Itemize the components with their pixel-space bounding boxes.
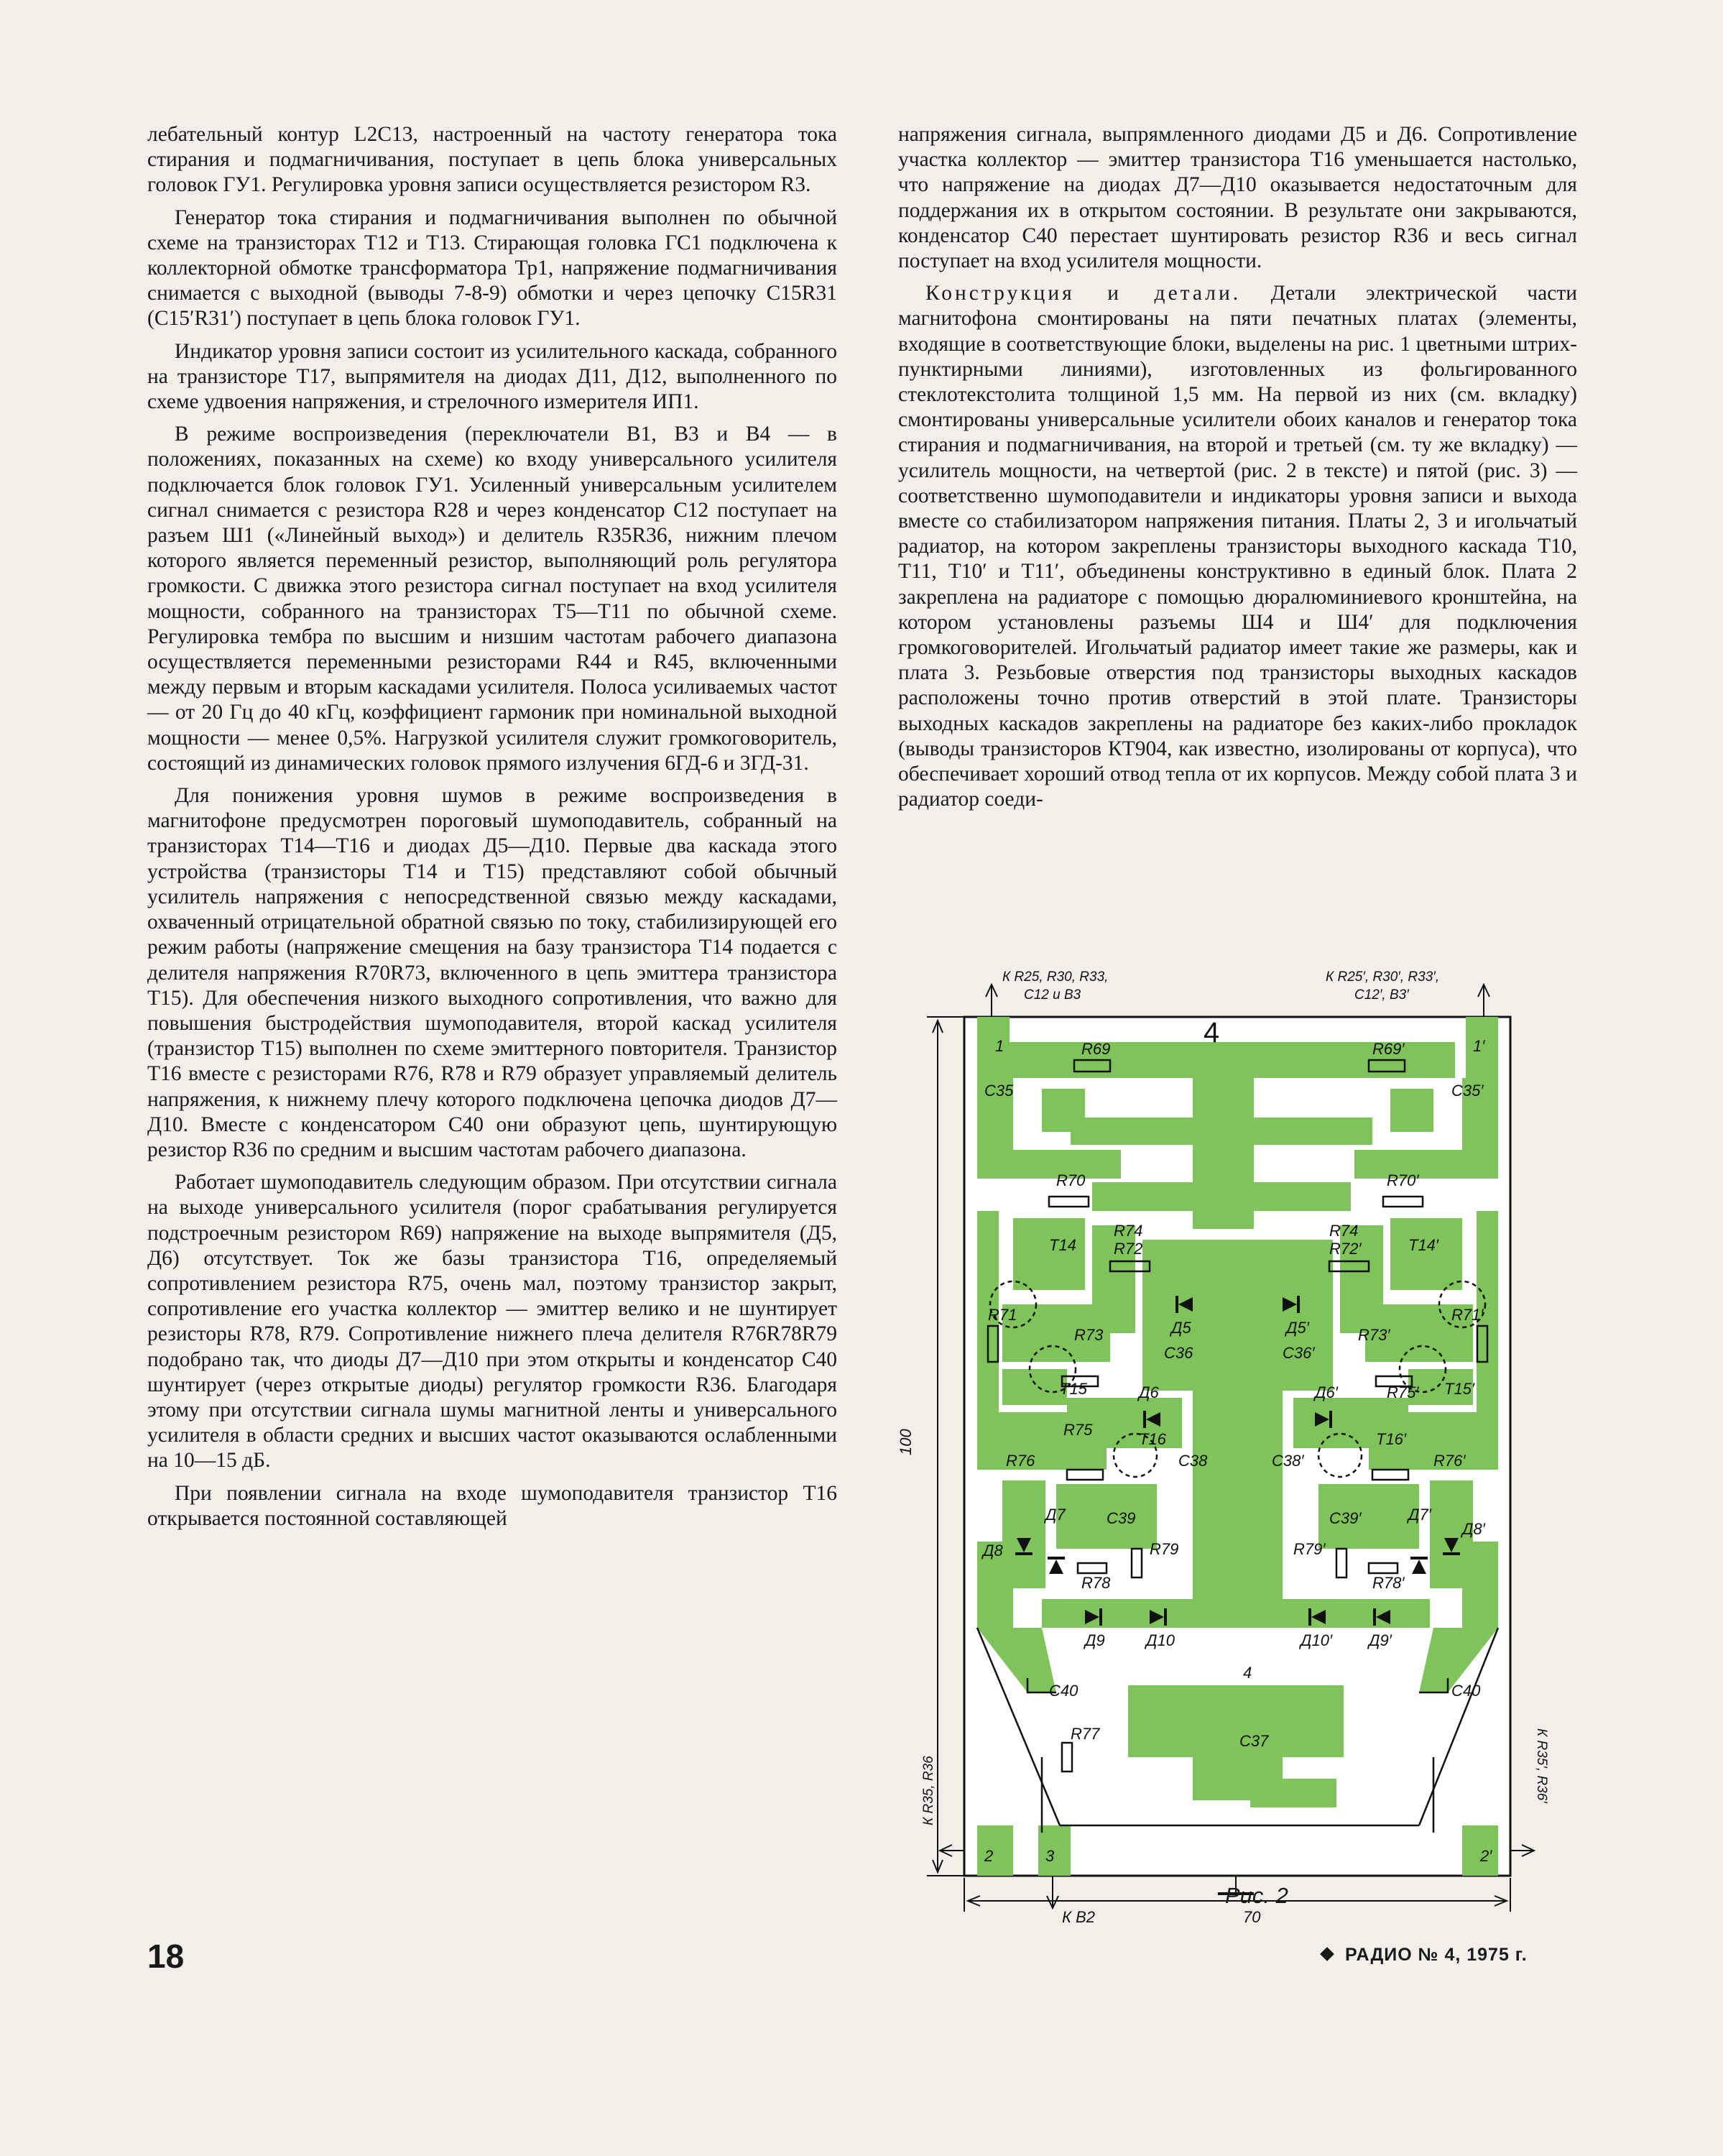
paragraph: При появлении сигнала на входе шумоподавителя транзистор Т16 открывается постоянной составляющей (147, 1481, 837, 1530)
pin-label: 4 (1243, 1664, 1252, 1682)
part-label: R73 (1074, 1326, 1104, 1344)
part-label: С36′ (1283, 1344, 1315, 1362)
part-label: Д8 (983, 1542, 1003, 1560)
right-text-column (898, 122, 1577, 819)
part-label: Т14′ (1408, 1236, 1439, 1254)
part-label: Т16′ (1376, 1430, 1407, 1448)
wire-label: К R25, R30, R33, (1002, 969, 1109, 985)
part-label: R78 (1081, 1574, 1111, 1592)
part-label: С39 (1107, 1509, 1136, 1527)
part-label: Т15 (1060, 1380, 1087, 1398)
part-label: Д10′ (1301, 1631, 1333, 1649)
wire-label: К R25′, R30′, R33′, (1326, 969, 1440, 985)
part-label: Д7′ (1408, 1506, 1431, 1524)
part-label: Д6 (1139, 1383, 1159, 1401)
pin-label: 1′ (1473, 1037, 1485, 1055)
wire-label: С12 и В3 (1024, 987, 1081, 1003)
wire-label: К R35′, R36′ (1534, 1728, 1549, 1803)
part-label: С36 (1164, 1344, 1193, 1362)
figure-caption: Рис. 2 (1225, 1883, 1288, 1908)
paragraph: Индикатор уровня записи состоит из усилительного каскада, собранного на транзисторе Т17, выпрямителя на диодах Д11, Д12, выполненного по схеме удвоения напряжения, и стрелочного измерителя ИП1. (147, 339, 837, 414)
part-label: R77 (1071, 1725, 1100, 1743)
page-number: 18 (147, 1938, 185, 1975)
paragraph: Генератор тока стирания и подмагничивания выполнен по обычной схеме на транзисторах Т12 и Т13. Стирающая головка ГС1 подключена к коллекторной обмотке трансформатора Тр1, напряжение подмагничивания снимается с выходной (выводы 7-8-9) обмотки и через цепочку C15R31 (C15′R31′) поступает в цепь блока головок ГУ1. (147, 206, 837, 331)
part-label: С37 (1239, 1732, 1269, 1750)
left-text-column (147, 122, 837, 1539)
dimension-label: 70 (1243, 1908, 1261, 1926)
part-label: Т16 (1139, 1430, 1166, 1448)
paragraph: В режиме воспроизведения (переключатели В1, В3 и В4 — в положениях, показанных на схеме) ко входу универсального усилителя подключается блок головок ГУ1. Усиленный универсальным усилителем сигнал снимается с резистора R28 и через конденсатор С12 поступает на разъем Ш1 («Линейный выход») и делитель R35R36, нижним плечом которого является переменный резистор, выполняющий роль регулятора громкости. С движка этого резистора сигнал поступает на вход усилителя мощности, собранного на транзисторах Т5—Т11 по обычной схеме. Регулировка тембра по высшим и низшим частотам рабочего диапазона осуществляется переменными резисторами R44 и R45, включенными между первым и вторым каскадами усилителя. Полоса усиливаемых частот — от 20 Гц до 40 кГц, коэффициент гармоник при номинальной выходной мощности — менее 0,5%. Нагрузкой усилителя служит громкоговоритель, состоящий из динамических головок прямого излучения 6ГД-6 и 3ГД-31. (147, 423, 837, 775)
pin-label: 2 (984, 1847, 994, 1865)
part-label: Д9′ (1369, 1631, 1392, 1649)
part-label: R72′ (1329, 1240, 1362, 1258)
part-label: R76′ (1433, 1452, 1466, 1470)
part-label: Д5 (1171, 1319, 1191, 1337)
board-number: 4 (1204, 1017, 1220, 1049)
pin-label: 1 (995, 1037, 1004, 1055)
page-footer (1322, 1945, 1528, 1966)
part-label: Д6′ (1315, 1383, 1338, 1401)
part-label: Д10 (1146, 1631, 1175, 1649)
pin-label: 2′ (1480, 1847, 1492, 1865)
part-label: Т14 (1049, 1236, 1076, 1254)
part-label: С35′ (1451, 1082, 1484, 1100)
pin-label: 3 (1045, 1847, 1055, 1865)
part-label: С40 (1049, 1682, 1078, 1700)
footer-text: РАДИО № 4, 1975 г. (1345, 1945, 1528, 1965)
part-label: С35 (984, 1082, 1014, 1100)
part-label: R76 (1006, 1452, 1035, 1470)
part-label: R71 (988, 1306, 1017, 1324)
part-label: R79 (1150, 1540, 1179, 1558)
section-heading: Конструкция и детали. (925, 282, 1242, 305)
wire-label: С12′, В3′ (1354, 987, 1409, 1003)
part-label: R75 (1063, 1421, 1093, 1439)
part-label: R69 (1081, 1040, 1111, 1058)
part-label: R74 (1329, 1222, 1359, 1240)
paragraph-body: Детали электрической части магнитофона смонтированы на пяти печатных платах (элементы, входящие в соответствующие блоки, выделены на рис. 1 цветными штрих-пунктирными линиями), изготовленных из фольгированного стеклотекстолита толщиной 1,5 мм. На первой из них (см. вкладку) смонтированы универсальные усилители обоих каналов и генератор тока стирания и подмагничивания, на второй и третьей (см. ту же вкладку) — усилитель мощности, на четвертой (рис. 2 в тексте) и пятой (рис. 3) — соответственно шумоподавители и индикаторы уровня записи и выхода вместе со стабилизатором напряжения питания. Платы 2, 3 и игольчатый радиатор, на котором закреплены транзисторы выходного каскада Т10, Т11, Т10′ и Т11′, объединены конструктивно в единый блок. Плата 2 закреплена на радиаторе с помощью дюралюминиевого кронштейна, на котором установлены разъемы Ш4 и Ш4′ для подключения громкоговорителей. Игольчатый радиатор имеет такие же размеры, как и плата 3. Резьбовые отверстия под транзисторы выходных каскадов расположены точно против отверстий в этой плате. Транзисторы выходных каскадов закреплены на радиаторе без каких-либо прокладок (выводы транзисторов КТ904, как известно, изолированы от корпуса), что обеспечивает хороший отвод тепла от их корпусов. Между собой плата 3 и радиатор соеди- (898, 282, 1577, 811)
part-label: С39′ (1329, 1509, 1362, 1527)
wire-label: К В2 (1062, 1908, 1095, 1926)
part-label: Т15′ (1444, 1380, 1475, 1398)
wire-label: К R35, R36 (921, 1756, 936, 1825)
part-label: С40 (1451, 1682, 1481, 1700)
part-label: R75′ (1387, 1383, 1419, 1401)
part-label: R72 (1114, 1240, 1143, 1258)
pcb-figure (877, 967, 1549, 1926)
part-label: Д8′ (1462, 1520, 1485, 1538)
part-label: R70 (1056, 1171, 1086, 1189)
part-label: R70′ (1387, 1171, 1419, 1189)
diamond-icon (1320, 1947, 1334, 1961)
paragraph: Для понижения уровня шумов в режиме воспроизведения в магнитофоне предусмотрен пороговый шумоподавитель, собранный на транзисторах Т14—Т16 и диодах Д5—Д10. Первые два каскада этого устройства (транзисторы Т14 и Т15) представляют собой обычный усилитель напряжения с непосредственной связью между каскадами, охваченный отрицательной обратной связью по току, стабилизирующей его режим работы (напряжение смещения на базу транзистора Т14 подается с делителя напряжения R70R73, включенного в цепь эмиттера транзистора Т15). Для обеспечения низкого выходного сопротивления, что важно для повышения быстродействия шумоподавителя, второй каскад усилителя (транзистор Т15) выполнен по схеме эмиттерного повторителя. Транзистор Т16 вместе с резисторами R76, R78 и R79 образует управляемый делитель напряжения, к нижнему плечу которого подключена цепочка диодов Д7—Д10. Вместе с конденсатором С40 они образуют цепь, шунтирующую резистор R36 по средним и высшим частотам рабочего диапазона. (147, 784, 837, 1161)
part-label: С38 (1178, 1452, 1208, 1470)
part-label: Д7 (1045, 1506, 1066, 1524)
part-label: Д9 (1085, 1631, 1105, 1649)
paragraph: лебательный контур L2C13, настроенный на частоту генератора тока стирания и подмагничивания, поступает в цепь блока универсальных головок ГУ1. Регулировка уровня записи осуществляется резистором R3. (147, 123, 837, 197)
part-label: R78′ (1372, 1574, 1405, 1592)
paragraph: Работает шумоподавитель следующим образом. При отсутствии сигнала на выходе универсального усилителя (порог срабатывания регулируется подстроечным резистором R69) напряжение на выходе выпрямителя (Д5, Д6) отсутствует. Ток же базы транзистора Т16, определяемый сопротивлением резистора R75, очень мал, поэтому транзистор закрыт, сопротивление его участка коллектор — эмиттер велико и не шунтирует резисторы R78, R79. Сопротивление нижнего плеча делителя R76R78R79 подобрано так, что диоды Д7—Д10 при этом открыты и конденсатор С40 шунтирует (через открытые диоды) регулятор громкости R36. Благодаря этому при отсутствии сигнала шумы магнитной ленты и универсального усилителя в области средних и высших частот оказываются ослабленными на 10—15 дБ. (147, 1171, 837, 1473)
pcb-drawing (877, 967, 1549, 1926)
paragraph: напряжения сигнала, выпрямленного диодами Д5 и Д6. Сопротивление участка коллектор — эмиттер транзистора Т16 уменьшается настолько, что напряжение на диодах Д7—Д10 оказывается недостаточным для поддержания их в открытом состоянии. В результате они закрываются, конденсатор С40 перестает шунтировать резистор R36 и весь сигнал поступает на вход усилителя мощности. (898, 123, 1577, 273)
paragraph (898, 281, 1577, 812)
dimension-label: 100 (897, 1429, 915, 1455)
part-label: R73′ (1358, 1326, 1390, 1344)
part-label: R69′ (1372, 1040, 1405, 1058)
part-label: С38′ (1272, 1452, 1304, 1470)
part-label: R71′ (1451, 1306, 1484, 1324)
part-label: R79′ (1293, 1540, 1326, 1558)
part-label: R74 (1114, 1222, 1143, 1240)
part-label: Д5′ (1286, 1319, 1309, 1337)
